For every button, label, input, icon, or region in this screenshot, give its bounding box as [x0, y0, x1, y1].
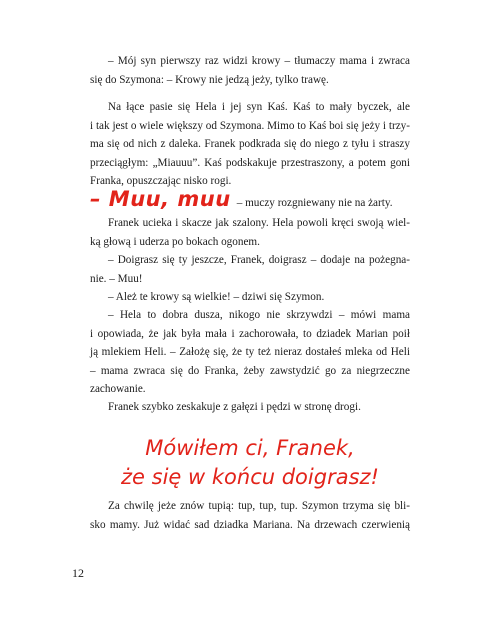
paragraph-2: [90, 98, 410, 191]
text-line: sko mamy. Już widać sad dziadka Mariana. Na drzewach czerwienią: [90, 518, 410, 531]
text-line: – Ależ te krowy są wielkie! – dziwi się Szymon.: [108, 291, 325, 303]
paragraph-8: [90, 497, 410, 534]
page-number: 12: [72, 566, 84, 580]
text-line: ją mlekiem Heli. – Założę się, że ty też nieraz dostałeś mleka od Heli: [90, 346, 410, 358]
paragraph-4: [90, 251, 410, 288]
paragraph-1: [90, 52, 410, 89]
text-line: – Mój syn pierwszy raz widzi krowy – tłumaczy mama i zwraca: [108, 55, 410, 67]
text-line: ką głową i uderza po bokach ogonem.: [90, 235, 260, 248]
handwritten-callout: [100, 434, 400, 492]
text-line: – mama zwraca się do Franka, żeby zawstydzić go za niegrzeczne: [90, 364, 410, 377]
text-fragment: – muczy rozgniewany nie na żarty.: [236, 197, 393, 209]
text-line: się do Szymona: – Krowy nie jedzą jeży, tylko trawę.: [90, 73, 329, 86]
text-line: – Doigrasz się ty jeszcze, Franek, doigrasz – dodaje na pożegna-: [108, 254, 410, 266]
text-line: Franka, opuszczając nisko rogi.: [90, 175, 232, 187]
text-line: Na łące pasie się Hela i jej syn Kaś. Kaś to mały byczek, ale: [108, 101, 410, 113]
paragraph-5: [90, 288, 410, 307]
moo-handwritten: – Muu, muu: [90, 187, 231, 211]
callout-line: Mówiłem ci, Franek,: [145, 436, 355, 460]
paragraph-6: [90, 306, 410, 399]
text-line: Za chwilę jeże znów tupią: tup, tup, tup. Szymon trzyma się bli-: [108, 500, 410, 512]
text-line: i opowiada, że jak była mała i zachorowała, to dziadek Marian poił: [90, 327, 410, 340]
text-line: Franek ucieka i skacze jak szalony. Hela powoli kręci swoją wiel-: [108, 217, 410, 229]
text-line: nie. – Muu!: [90, 272, 143, 285]
paragraph-7: [90, 398, 410, 417]
moo-line: [90, 186, 410, 216]
text-line: przeciągłym: „Miauuu”. Kaś podskakuje przestraszony, a potem goni: [90, 156, 410, 169]
paragraph-3: [90, 214, 410, 251]
callout-line: że się w końcu doigrasz!: [121, 465, 379, 489]
text-line: ma się od nich z daleka. Franek podkrada się do niego z tyłu i straszy: [90, 138, 410, 150]
text-line: Franek szybko zeskakuje z gałęzi i pędzi w stronę drogi.: [108, 401, 361, 413]
text-line: – Hela to dobra dusza, nikogo nie skrzywdzi – mówi mama: [108, 309, 410, 321]
text-line: i tak jest o wiele większy od Szymona. Mimo to Kaś boi się jeży i trzy-: [90, 119, 410, 132]
text-line: zachowanie.: [90, 383, 146, 395]
